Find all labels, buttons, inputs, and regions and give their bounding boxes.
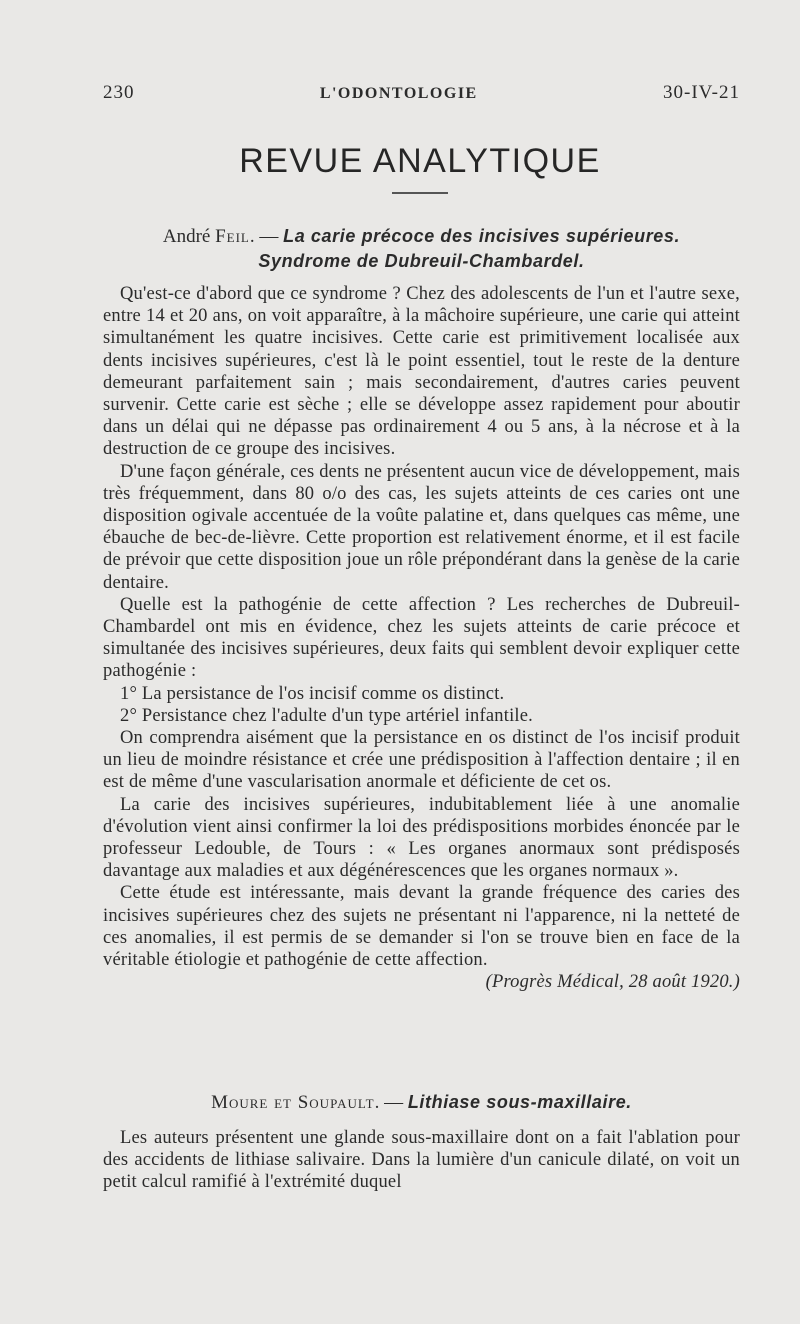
running-head [103, 82, 740, 108]
title-rule [392, 192, 448, 194]
page-number: 230 [103, 82, 135, 103]
article1-paragraph: On comprendra aisément que la persistance en os distinct de l'os incisif produit un lieu de moindre résistance et crée une prédisposition à l'affection dentaire ; il en est de même d'une vascularisation anormale et déficiente de cet os. [103, 728, 740, 793]
issue-date: 30-IV-21 [663, 82, 740, 103]
article1-list-item: 1° La persistance de l'os incisif comme os distinct. [120, 683, 505, 704]
article1-paragraph: Quelle est la pathogénie de cette affection ? Les recherches de Dubreuil-Chambardel ont mis en évidence, chez les sujets atteints de carie précoce et simultanée des incisives supérieures, deux faits qui semblent devoir expliquer cette pathogénie : [103, 594, 740, 682]
article1-body [103, 283, 740, 994]
article1-separator: . — [249, 226, 284, 247]
article1-list-item: 2° Persistance chez l'adulte d'un type artériel infantile. [120, 705, 533, 726]
article2-separator: . — [374, 1092, 408, 1113]
article2-paragraph: Les auteurs présentent une glande sous-maxillaire dont on a fait l'ablation pour des accidents de lithiase salivaire. Dans la lumière d'un canicule dilaté, on voit un petit calcul ramifié à l'extrémité duquel [103, 1128, 740, 1193]
article1-paragraph: La carie des incisives supérieures, indubitablement liée à une anomalie d'évolution vient ainsi confirmer la loi des prédispositions morbides énoncée par le professeur Ledouble, de Tours : « Les organes anormaux sont prédisposés davantage aux maladies et aux dégénérescences que les organes normaux ». [103, 794, 740, 882]
article2-authors: Moure et Soupault [211, 1092, 375, 1113]
article1-paragraph [103, 882, 740, 993]
article1-paragraph: Qu'est-ce d'abord que ce syndrome ? Chez des adolescents de l'un et l'autre sexe, entre 14 et 20 ans, on voit apparaître, à la mâchoire supérieure, une carie qui atteint simultanément les quatre incisives. Cette carie est primitivement localisée aux dents incisives supérieures, c'est là le point essentiel, tout le reste de la denture demeurant parfaitement sain ; mais secondairement, d'autres caries peuvent survenir. Cette carie est sèche ; elle se développe assez rapidement pour aboutir dans un délai qui ne dépasse pas ordinairement 4 ou 5 ans, à la nécrose et à la destruction de ce groupe des incisives. [103, 284, 740, 460]
article2-body [103, 1127, 740, 1194]
article2-heading [103, 1090, 740, 1115]
section-title: REVUE ANALYTIQUE [239, 142, 601, 180]
article2-title: Lithiase sous-maxillaire. [407, 1092, 632, 1112]
article1-title-line2: Syndrome de Dubreuil-Chambardel. [258, 251, 585, 271]
article1-paragraph-text: Cette étude est intéressante, mais devant la grande fréquence des caries des incisives supérieures chez des sujets ne présentant ni l'apparence, ni la netteté de ces anomalies, il est permis de se demander si l'on se trouve bien en face de la véritable étiologie et pathogénie de cette affection. [103, 883, 740, 971]
article1-title-line1: La carie précoce des incisives supérieures. [283, 226, 681, 246]
journal-title: L'ODONTOLOGIE [319, 85, 478, 102]
article1-author-first: André [162, 226, 211, 247]
article1-citation: (Progrès Médical, 28 août 1920.) [485, 972, 740, 993]
article1-author-last: Feil [215, 226, 250, 247]
article1-heading [103, 224, 740, 273]
article1-paragraph: D'une façon générale, ces dents ne présentent aucun vice de développement, mais très fréquemment, dans 80 o/o des cas, les sujets atteints de ces caries ont une disposition ogivale accentuée de la voûte palatine et, dans quelques cas même, une ébauche de bec-de-lièvre. Cette proportion est relativement énorme, et il est facile de prévoir que cette disposition joue un rôle prépondérant dans la genèse de la carie dentaire. [103, 461, 740, 593]
